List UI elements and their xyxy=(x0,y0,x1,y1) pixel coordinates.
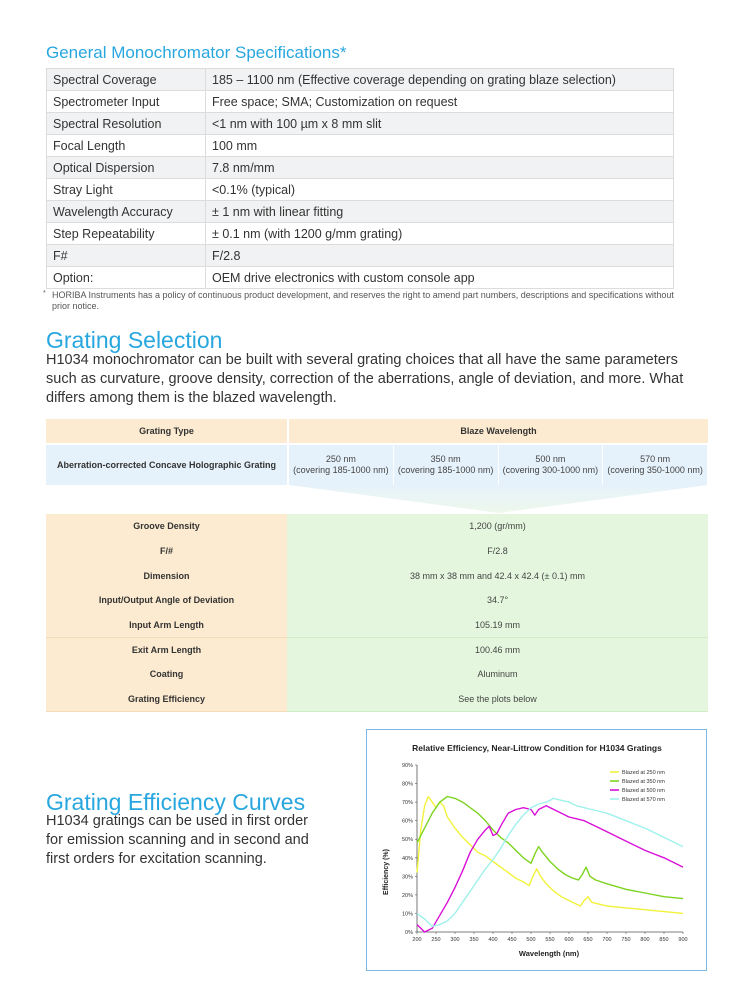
x-tick-label: 750 xyxy=(621,937,631,943)
grating-prop-value: Aluminum xyxy=(287,662,708,688)
curves-title: Grating Efficiency Curves xyxy=(46,789,306,815)
blaze-range: (covering 300-1000 nm) xyxy=(502,465,599,475)
grating-prop-label: Coating xyxy=(46,662,287,688)
legend-label: Blazed at 570 nm xyxy=(622,797,665,803)
grating-prop-label: Dimension xyxy=(46,563,287,589)
spec-label: Step Repeatability xyxy=(47,223,206,245)
spec-label: Stray Light xyxy=(47,179,206,201)
grating-title: Grating Selection xyxy=(46,327,223,353)
spec-row xyxy=(47,267,674,289)
x-tick-label: 550 xyxy=(545,937,555,943)
spec-row xyxy=(47,245,674,267)
grating-prop-value: 38 mm x 38 mm and 42.4 x 42.4 (± 0.1) mm xyxy=(287,563,708,589)
spec-label: Spectral Resolution xyxy=(47,113,206,135)
blaze-nm: 500 nm xyxy=(535,454,566,464)
grating-prop-row xyxy=(46,662,708,687)
spec-row xyxy=(47,91,674,113)
blaze-range: (covering 185-1000 nm) xyxy=(397,465,494,475)
spec-value: <0.1% (typical) xyxy=(206,179,674,201)
x-tick-label: 600 xyxy=(564,937,574,943)
grating-prop-label: F/# xyxy=(46,539,287,565)
series-line xyxy=(417,806,683,932)
x-tick-label: 900 xyxy=(678,937,688,943)
y-tick-label: 20% xyxy=(401,892,413,899)
y-tick-label: 30% xyxy=(401,874,413,881)
x-tick-label: 650 xyxy=(583,937,593,943)
spec-table xyxy=(46,68,674,289)
grating-prop-value: See the plots below xyxy=(287,687,708,713)
funnel-arrow xyxy=(289,485,708,515)
curves-paragraph: H1034 gratings can be used in first order for emission scanning and in second and first orders for excitation scanning. xyxy=(46,813,309,867)
grating-prop-row xyxy=(46,613,708,638)
spec-row xyxy=(47,69,674,91)
x-tick-label: 400 xyxy=(488,937,498,943)
grating-prop-row xyxy=(46,563,708,588)
spec-row xyxy=(47,135,674,157)
y-tick-label: 40% xyxy=(401,855,413,862)
blaze-nm: 350 nm xyxy=(430,454,461,464)
y-axis-label: Efficiency (%) xyxy=(383,849,390,895)
y-tick-label: 0% xyxy=(405,930,413,936)
legend-label: Blazed at 500 nm xyxy=(622,788,665,794)
blaze-nm: 570 nm xyxy=(640,454,671,464)
grating-prop-row xyxy=(46,638,708,663)
y-tick-label: 10% xyxy=(401,911,413,918)
blaze-wavelength-header: Blaze Wavelength xyxy=(289,419,708,443)
blaze-range: (covering 185-1000 nm) xyxy=(293,465,389,475)
spec-row xyxy=(47,157,674,179)
grating-type-name: Aberration-corrected Concave Holographic Grating xyxy=(46,445,287,485)
spec-value: F/2.8 xyxy=(206,245,674,267)
spec-label: Focal Length xyxy=(47,135,206,157)
grating-prop-label: Input/Output Angle of Deviation xyxy=(46,588,287,614)
spec-value: Free space; SMA; Customization on request xyxy=(206,91,674,113)
legend-label: Blazed at 350 nm xyxy=(622,779,665,785)
spec-label: Option: xyxy=(47,267,206,289)
grating-prop-label: Grating Efficiency xyxy=(46,687,287,713)
x-tick-label: 250 xyxy=(431,937,441,943)
chart-title: Relative Efficiency, Near-Littrow Condition for H1034 Gratings xyxy=(412,743,662,753)
x-tick-label: 800 xyxy=(640,937,650,943)
y-tick-label: 80% xyxy=(401,781,413,788)
grating-prop-label: Groove Density xyxy=(46,514,287,540)
grating-prop-label: Input Arm Length xyxy=(46,613,287,639)
spec-value: ± 0.1 nm (with 1200 g/mm grating) xyxy=(206,223,674,245)
blaze-cell xyxy=(289,445,393,485)
spec-value: ± 1 nm with linear fitting xyxy=(206,201,674,223)
efficiency-chart-svg xyxy=(367,730,706,970)
y-tick-label: 50% xyxy=(401,837,413,844)
grating-prop-value: F/2.8 xyxy=(287,539,708,565)
x-tick-label: 300 xyxy=(450,937,460,943)
spec-row xyxy=(47,201,674,223)
grating-type-header: Grating Type xyxy=(46,419,287,443)
y-tick-label: 70% xyxy=(401,800,413,807)
grating-prop-label: Exit Arm Length xyxy=(46,638,287,664)
spec-label: Spectral Coverage xyxy=(47,69,206,91)
blaze-cell xyxy=(499,445,603,485)
spec-value: OEM drive electronics with custom console app xyxy=(206,267,674,289)
grating-prop-row xyxy=(46,687,708,712)
spec-row xyxy=(47,179,674,201)
spec-row xyxy=(47,223,674,245)
legend-label: Blazed at 250 nm xyxy=(622,770,665,776)
x-tick-label: 200 xyxy=(412,937,422,943)
spec-value: 7.8 nm/mm xyxy=(206,157,674,179)
x-tick-label: 700 xyxy=(602,937,612,943)
spec-label: Spectrometer Input xyxy=(47,91,206,113)
y-tick-label: 90% xyxy=(401,763,413,769)
series-line xyxy=(417,797,683,914)
spec-footnote xyxy=(43,290,686,312)
grating-prop-row xyxy=(46,539,708,564)
efficiency-chart xyxy=(366,729,707,971)
x-axis-label: Wavelength (nm) xyxy=(518,949,580,958)
x-tick-label: 350 xyxy=(469,937,479,943)
spec-value: 100 mm xyxy=(206,135,674,157)
spec-label: Optical Dispersion xyxy=(47,157,206,179)
blaze-cell xyxy=(603,445,707,485)
blaze-cell xyxy=(394,445,498,485)
footnote-text: HORIBA Instruments has a policy of continuous product development, and reserves the right to amend part numbers, descriptions and specifications without prior notice. xyxy=(52,290,674,311)
blaze-nm: 250 nm xyxy=(325,454,356,464)
grating-prop-value: 1,200 (gr/mm) xyxy=(287,514,708,540)
footnote-mark: * xyxy=(43,290,46,297)
y-tick-label: 60% xyxy=(401,818,413,825)
spec-row xyxy=(47,113,674,135)
x-tick-label: 450 xyxy=(507,937,517,943)
grating-prop-row xyxy=(46,588,708,613)
spec-title: General Monochromator Specifications* xyxy=(46,43,347,62)
x-tick-label: 500 xyxy=(526,937,536,943)
spec-value: 185 – 1100 nm (Effective coverage depending on grating blaze selection) xyxy=(206,69,674,91)
blaze-range: (covering 350-1000 nm) xyxy=(607,465,703,475)
grating-prop-value: 105.19 mm xyxy=(287,613,708,639)
x-tick-label: 850 xyxy=(659,937,669,943)
grating-prop-value: 100.46 mm xyxy=(287,638,708,664)
spec-label: F# xyxy=(47,245,206,267)
spec-value: <1 nm with 100 µm x 8 mm slit xyxy=(206,113,674,135)
grating-prop-value: 34.7° xyxy=(287,588,708,614)
grating-paragraph: H1034 monochromator can be built with several grating choices that all have the same parameters such as curvature, groove density, correction of the aberrations, angle of deviation, and more. What differs among them is the blazed wavelength. xyxy=(46,352,684,406)
spec-label: Wavelength Accuracy xyxy=(47,201,206,223)
grating-prop-row xyxy=(46,514,708,539)
